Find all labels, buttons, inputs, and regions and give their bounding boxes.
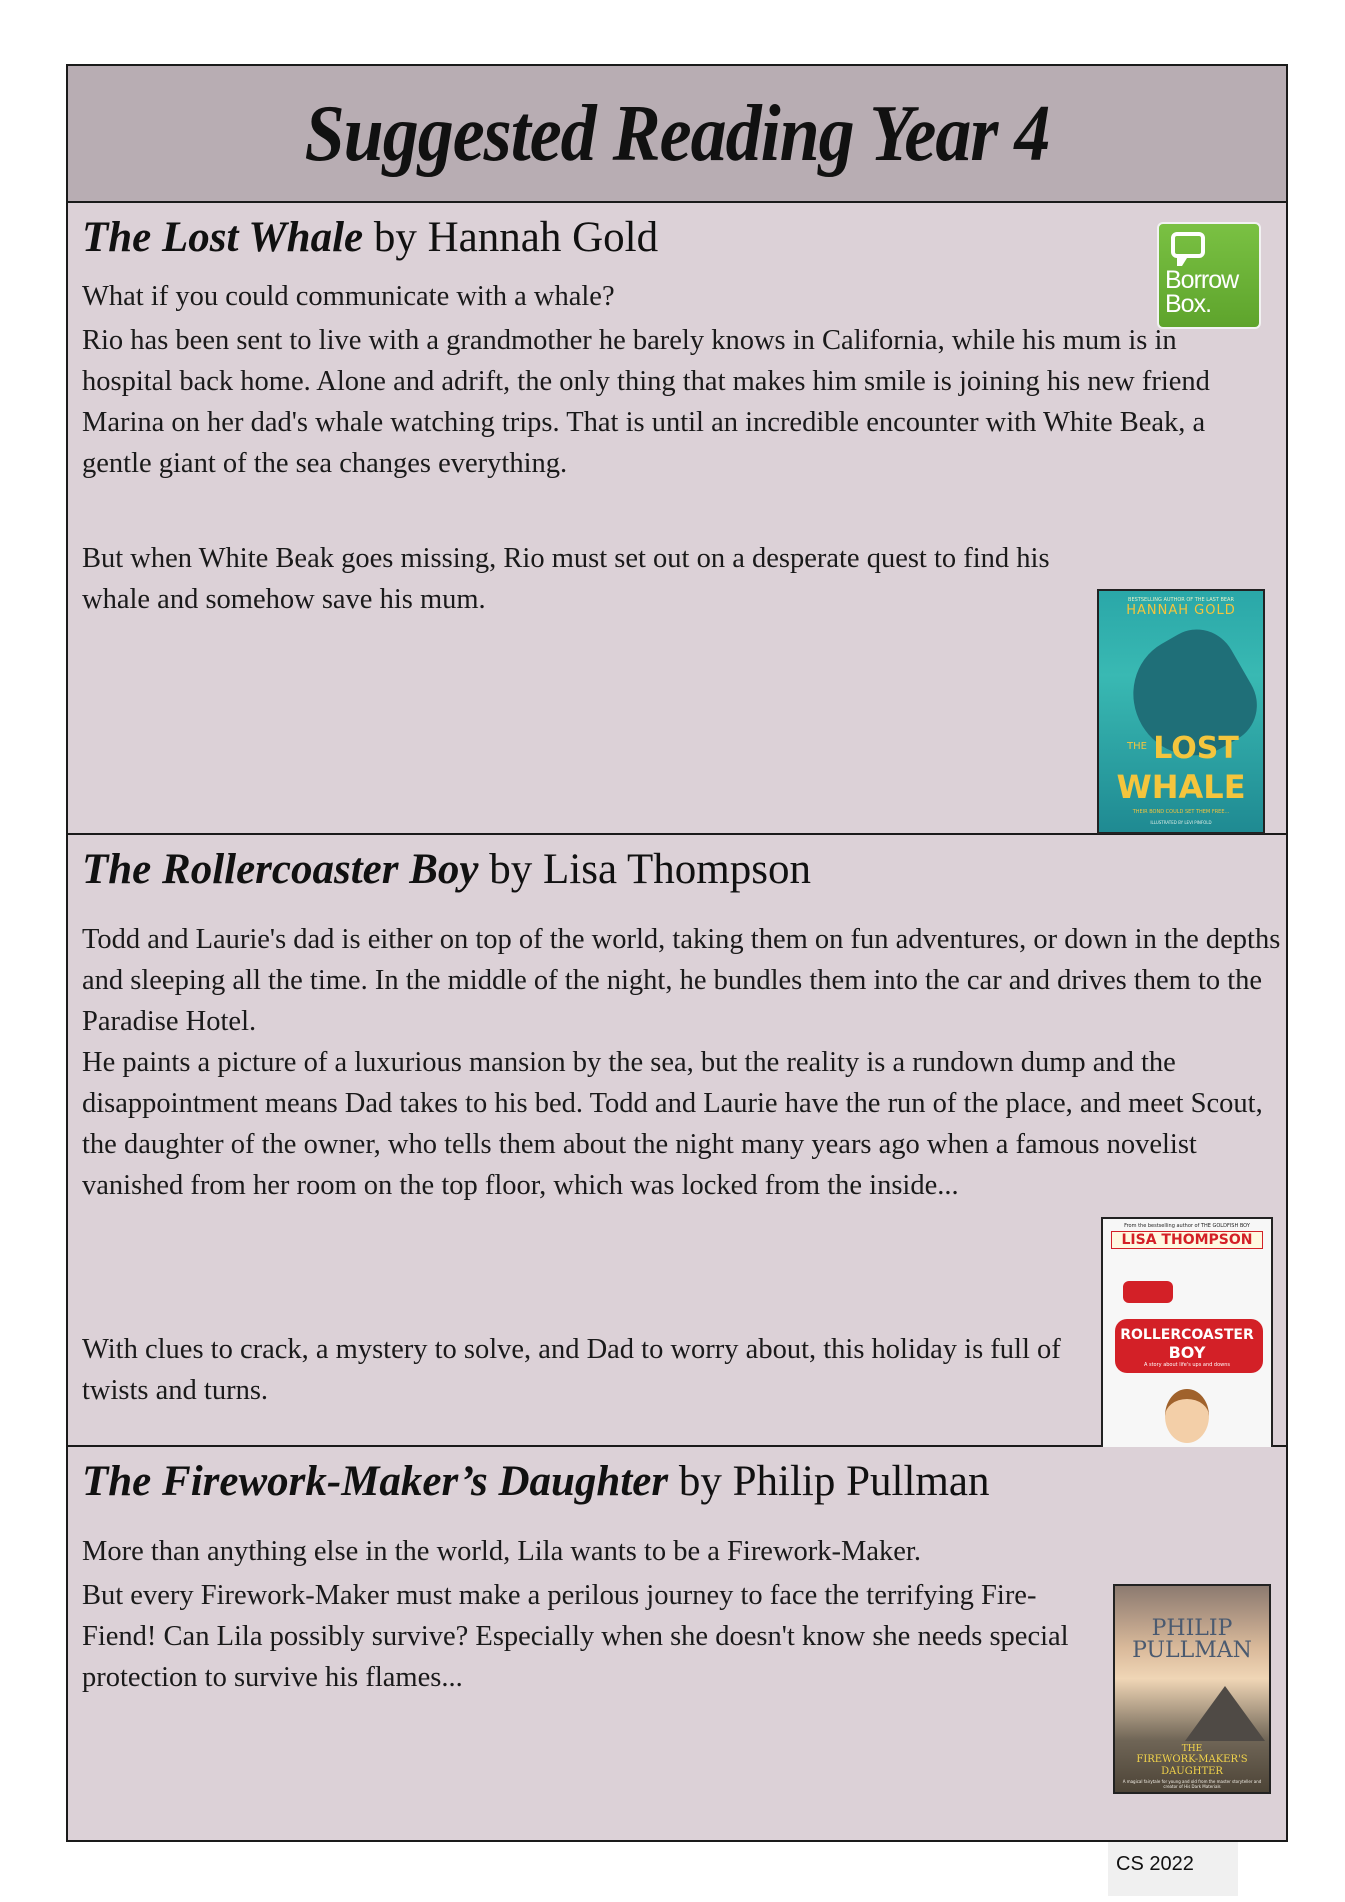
book-title: The Rollercoaster Boy xyxy=(82,846,479,893)
book-author: by Lisa Thompson xyxy=(478,846,811,893)
book-description: Rio has been sent to live with a grandmother he barely knows in California, while his mum is in hospital back home. Alone and adrift, the only thing that makes him smile is joining his new friend Marina on her dad's whale watching trips. That is until an incredible encounter with White Beak, a gentle giant of the sea changes everything. xyxy=(82,325,1210,479)
cover-text: From the bestselling author of THE GOLDFISH BOY xyxy=(1124,1223,1250,1229)
book-description: He paints a picture of a luxurious mansion by the sea, but the reality is a rundown dump and the disappointment means Dad takes to his bed. Todd and Laurie have the run of the place, and meet Scout, the daughter of the owner, who tells them about the night many years ago when a famous novelist vanished from her room on the top floor, which was locked from the inside... xyxy=(82,1047,1263,1201)
cover-title: BOY xyxy=(1168,1343,1206,1362)
borrowbox-label-1: Borrow xyxy=(1165,266,1239,294)
cover-title: WHALE xyxy=(1116,768,1246,806)
volcano-illustration xyxy=(1185,1686,1265,1741)
cover-title: DAUGHTER xyxy=(1161,1766,1223,1777)
book-tagline: What if you could communicate with a whale? xyxy=(82,281,615,312)
cover-text: BESTSELLING AUTHOR OF THE LAST BEAR xyxy=(1128,597,1234,603)
cover-text: THE xyxy=(1127,741,1147,752)
footer-credit: CS 2022 xyxy=(1108,1842,1238,1896)
book-description: With clues to crack, a mystery to solve, and Dad to worry about, this holiday is full of twists and turns. xyxy=(82,1334,1061,1406)
car-illustration xyxy=(1123,1281,1173,1303)
book-section-lost-whale xyxy=(68,203,1286,835)
book-cover-rollercoaster-boy xyxy=(1101,1217,1273,1479)
cover-text: ILLUSTRATED BY LEVI PINFOLD xyxy=(1150,820,1212,825)
book-author: by Philip Pullman xyxy=(668,1458,990,1505)
boy-illustration xyxy=(1165,1389,1209,1443)
cover-text: A story about life's ups and downs xyxy=(1143,1362,1231,1368)
book-cover-firework-makers-daughter xyxy=(1113,1584,1271,1794)
book-section-firework-makers-daughter xyxy=(68,1447,1286,1840)
book-description: Todd and Laurie's dad is either on top of the world, taking them on fun adventures, or down in the depths and sleeping all the time. In the middle of the night, he bundles them into the car and drives them to the Paradise Hotel. xyxy=(82,924,1281,1037)
page-header xyxy=(68,66,1286,203)
book-heading xyxy=(82,213,658,262)
borrowbox-label-2: Box. xyxy=(1165,290,1212,318)
book-heading xyxy=(82,845,811,894)
cover-author: PULLMAN xyxy=(1132,1638,1252,1663)
cover-title: ROLLERCOASTER xyxy=(1120,1327,1254,1343)
book-section-rollercoaster-boy xyxy=(68,835,1286,1447)
book-cover-lost-whale xyxy=(1097,589,1265,834)
cover-text: A magical fairytale for young and old from the master storyteller and creator of His Dark Materials xyxy=(1122,1779,1262,1789)
book-title: The Firework-Maker’s Daughter xyxy=(82,1458,669,1505)
cover-author: PHILIP xyxy=(1151,1616,1233,1641)
book-tagline: More than anything else in the world, Lila wants to be a Firework-Maker. xyxy=(82,1536,921,1567)
borrowbox-logo-icon xyxy=(1171,232,1205,258)
page-title: Suggested Reading Year 4 xyxy=(304,88,1050,178)
reading-list-page xyxy=(66,64,1288,1842)
book-heading xyxy=(82,1457,989,1506)
book-author: by Hannah Gold xyxy=(363,214,659,261)
cover-author: LISA THOMPSON xyxy=(1111,1231,1263,1249)
cover-title: LOST xyxy=(1153,731,1239,766)
cover-text: THEIR BOND COULD SET THEM FREE... xyxy=(1132,809,1230,815)
cover-title: THE xyxy=(1181,1744,1203,1754)
book-description: But when White Beak goes missing, Rio must set out on a desperate quest to find his whale and somehow save his mum. xyxy=(82,543,1050,615)
book-title: The Lost Whale xyxy=(82,214,364,261)
cover-title: FIREWORK-MAKER'S xyxy=(1136,1754,1248,1765)
borrowbox-badge[interactable] xyxy=(1157,222,1261,329)
cover-author: HANNAH GOLD xyxy=(1126,603,1236,618)
book-description: But every Firework-Maker must make a perilous journey to face the terrifying Fire-Fiend! Can Lila possibly survive? Especially when she doesn't know she needs special protection to survive his flames... xyxy=(82,1580,1069,1693)
